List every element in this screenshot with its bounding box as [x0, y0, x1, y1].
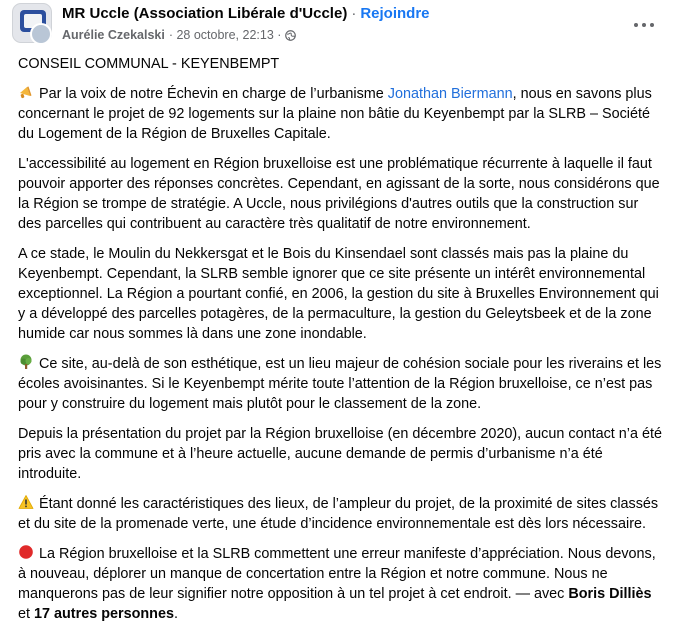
- tag-others-link[interactable]: 17 autres personnes: [34, 606, 174, 622]
- tag-boris-dillies[interactable]: Boris Dilliès: [568, 586, 652, 602]
- paragraph-6-text: Étant donné les caractéristiques des lieux, de l’ampleur du projet, de la proximité de sites classés et du site de la promenade verte, une étude d’incidence environnementale est dès lors nécessaire.: [18, 496, 659, 532]
- red-circle-emoji: [18, 544, 34, 560]
- post-header: [0, 0, 676, 50]
- author-name-link[interactable]: Aurélie Czekalski: [62, 28, 165, 42]
- paragraph-3: A ce stade, le Moulin du Nekkersgat et le Bois du Kinsendael sont classés mais pas la plaine du Keyenbempt. Cependant, la SLRB semble ignorer que ce site présente un intérêt environnemental exceptionnel. La Région a pourtant confié, en 2006, la gestion du site à Bruxelles Environnement qui y a développé des parcelles potagères, de la permaculture, la gestion du Geleytsbeek et de la zone humide car nous sommes là dans une zone inondable.: [18, 246, 659, 342]
- warning-emoji: [18, 494, 34, 510]
- paragraph-4-text: Ce site, au-delà de son esthétique, est un lieu majeur de cohésion sociale pour les riverains et les écoles avoisinantes. Si le Keyenbempt mérite toute l’attention de la Région bruxelloise, ce n’est pas pour y construire du logement mais plutôt pour le classement de la zone.: [18, 356, 662, 412]
- author-avatar[interactable]: [30, 23, 52, 45]
- more-options-icon[interactable]: [632, 14, 660, 24]
- group-avatar[interactable]: [12, 3, 54, 45]
- post-body: [18, 54, 662, 634]
- post-meta: [62, 28, 296, 42]
- join-group-button[interactable]: Rejoindre: [360, 5, 430, 22]
- tree-emoji: [18, 354, 34, 370]
- paragraph-4: [18, 354, 662, 414]
- paragraph-1: [18, 84, 662, 144]
- paragraph-1-text-a: Par la voix de notre Échevin en charge de l’urbanisme: [39, 86, 388, 102]
- paragraph-6: [18, 494, 662, 534]
- megaphone-emoji: [18, 84, 34, 100]
- paragraph-1-text-b: , nous en savons plus concernant le projet de 92 logements sur la plaine non bâtie du Keyenbempt par la SLRB – Société du Logement de la Région de Bruxelles Capitale.: [18, 86, 652, 142]
- paragraph-5: Depuis la présentation du projet par la Région bruxelloise (en décembre 2020), aucun contact n’a été pris avec la commune et à l’heure actuelle, aucune demande de permis d’urbanisme n’a été introduite.: [18, 426, 662, 482]
- group-name-link[interactable]: MR Uccle (Association Libérale d'Uccle): [62, 5, 348, 22]
- paragraph-7: [18, 544, 662, 624]
- group-title-line: [62, 5, 430, 22]
- paragraph-7-end: .: [173, 606, 178, 622]
- separator: ·: [351, 5, 357, 22]
- mention-jonathan-biermann[interactable]: Jonathan Biermann: [387, 86, 513, 102]
- paragraph-7-text: La Région bruxelloise et la SLRB commettent une erreur manifeste d’appréciation. Nous devons, à nouveau, déplorer un manque de concertation entre la Région et notre commune. Nous ne manquerons pas de leur signifier notre opposition à un tel projet à cet endroit. — avec: [18, 546, 656, 602]
- paragraph-7-and: et: [18, 606, 34, 622]
- paragraph-2: L'accessibilité au logement en Région bruxelloise est une problématique récurrente à laquelle il faut pouvoir apporter des réponses concrètes. Cependant, en agissant de la sorte, nous considérons que la Région se trompe de stratégie. A Uccle, nous privilégions d'autres outils que la construction sur des parcelles qui contribuent au caractère très qualitatif de notre environnement.: [18, 156, 660, 232]
- globe-icon: [285, 30, 296, 41]
- post-timestamp[interactable]: · 28 octobre, 22:13 ·: [168, 28, 282, 42]
- post-title: CONSEIL COMMUNAL - KEYENBEMPT: [18, 56, 280, 72]
